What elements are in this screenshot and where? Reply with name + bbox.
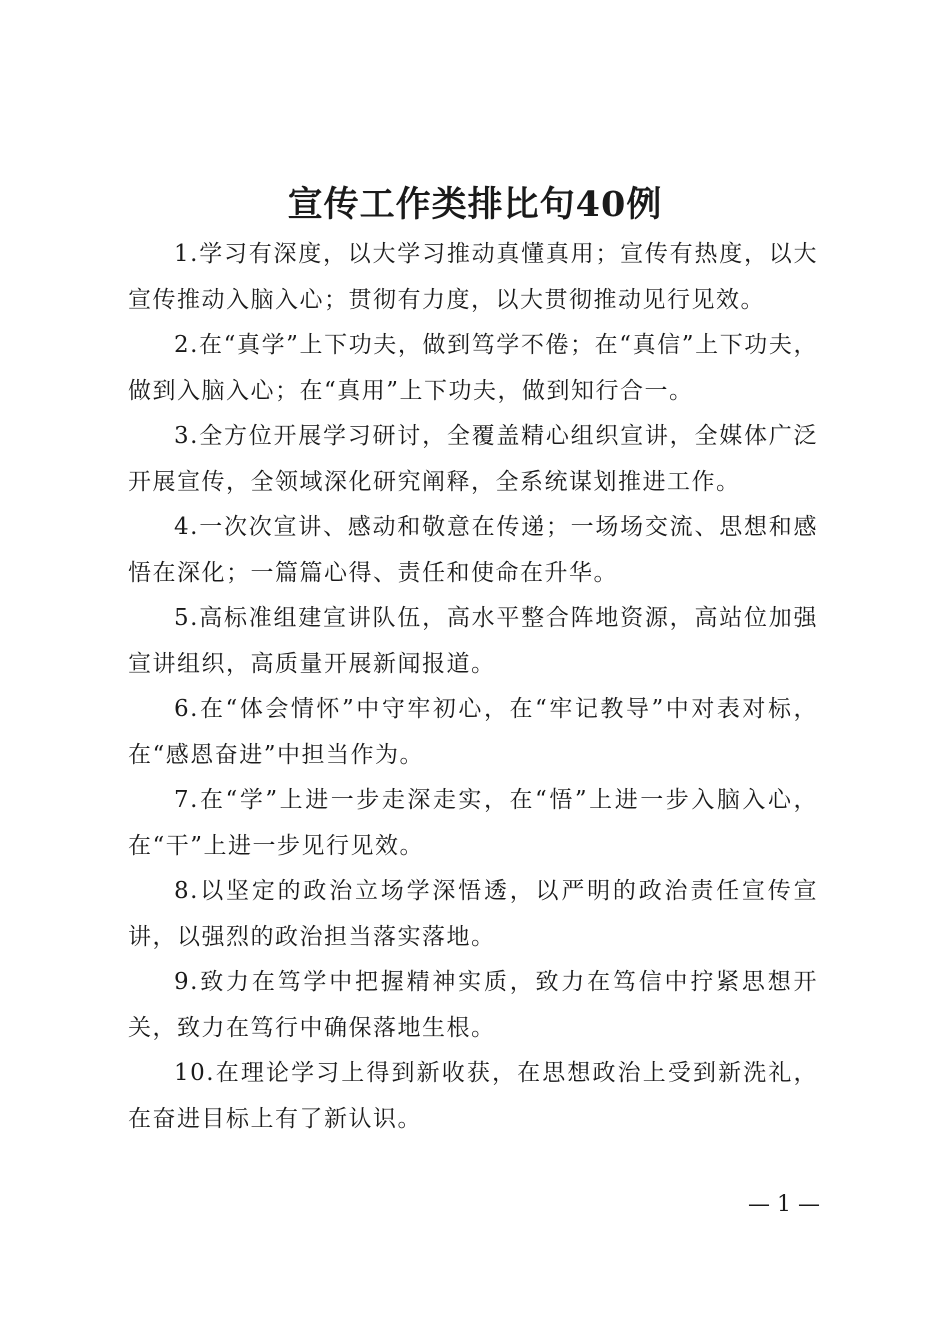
paragraph-1: 1.学习有深度，以大学习推动真懂真用；宣传有热度，以大宣传推动入脑入心；贯彻有力度，以大贯彻推动见行见效。 xyxy=(128,241,818,313)
paragraph-3: 3.全方位开展学习研讨，全覆盖精心组织宣讲，全媒体广泛开展宣传，全领域深化研究阐释，全系统谋划推进工作。 xyxy=(128,423,818,495)
paragraph-2: 2.在“真学”上下功夫，做到笃学不倦；在“真信”上下功夫，做到入脑入心；在“真用”上下功夫，做到知行合一。 xyxy=(128,332,818,404)
paragraph-8: 8.以坚定的政治立场学深悟透，以严明的政治责任宣传宣讲，以强烈的政治担当落实落地。 xyxy=(128,878,818,950)
paragraph-6: 6.在“体会情怀”中守牢初心，在“牢记教导”中对表对标，在“感恩奋进”中担当作为。 xyxy=(128,696,818,768)
paragraph-7: 7.在“学”上进一步走深走实，在“悟”上进一步入脑入心，在“干”上进一步见行见效。 xyxy=(128,787,818,859)
paragraph-10: 10.在理论学习上得到新收获，在思想政治上受到新洗礼，在奋进目标上有了新认识。 xyxy=(128,1060,818,1132)
document-title: 宣传工作类排比句40例 xyxy=(287,184,663,225)
paragraph-4: 4.一次次宣讲、感动和敬意在传递；一场场交流、思想和感悟在深化；一篇篇心得、责任和使命在升华。 xyxy=(128,514,818,586)
document-body xyxy=(128,232,818,1142)
paragraph-5: 5.高标准组建宣讲队伍，高水平整合阵地资源，高站位加强宣讲组织，高质量开展新闻报道。 xyxy=(128,605,818,677)
page-number: — 1 — xyxy=(748,1192,820,1217)
paragraph-9: 9.致力在笃学中把握精神实质，致力在笃信中拧紧思想开关，致力在笃行中确保落地生根。 xyxy=(128,969,818,1041)
